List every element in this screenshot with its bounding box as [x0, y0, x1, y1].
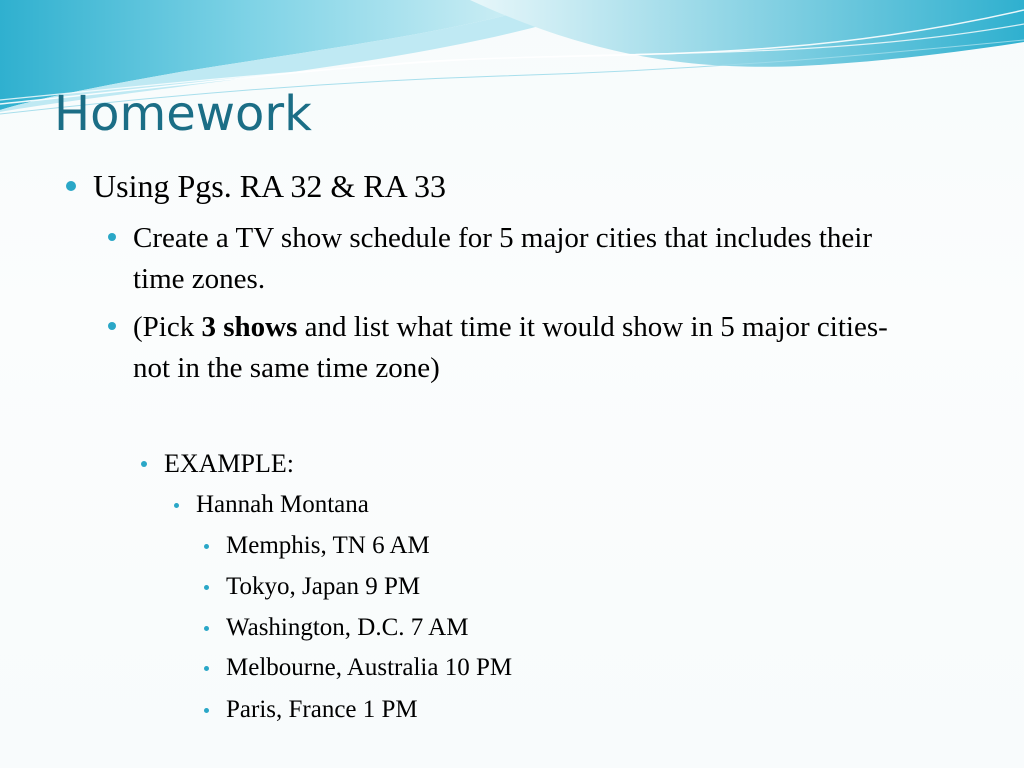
pick-text-after: and list what time it would show in 5 major cities-not in the same time zone) [133, 311, 888, 384]
city-time-item: Melbourne, Australia 10 PM [226, 654, 513, 681]
bullet-icon [66, 181, 76, 191]
bullet-level4-show-name: Hannah Montana [196, 491, 369, 518]
bullet-icon [204, 544, 209, 549]
bullet-icon [108, 233, 116, 241]
bullet-icon [204, 626, 209, 631]
bullet-icon [108, 322, 116, 330]
bullet-icon [204, 708, 209, 713]
bullet-level1: Using Pgs. RA 32 & RA 33 [93, 168, 446, 204]
city-time-item: Paris, France 1 PM [226, 696, 418, 723]
bullet-level2-instruction: Create a TV show schedule for 5 major cities that includes their time zones. [133, 222, 873, 295]
bullet-level3-example: EXAMPLE: [164, 449, 294, 478]
bullet-icon [141, 461, 147, 467]
pick-text-before: (Pick [133, 311, 202, 343]
bullet-icon [174, 503, 179, 508]
slide-title: Homework [54, 86, 312, 142]
city-time-item: Washington, D.C. 7 AM [226, 614, 469, 641]
bullet-icon [204, 585, 209, 590]
bullet-icon [204, 666, 209, 671]
bullet-level2-pick-shows [133, 307, 913, 389]
pick-text-bold: 3 shows [201, 311, 298, 343]
city-time-item: Memphis, TN 6 AM [226, 532, 430, 559]
city-time-item: Tokyo, Japan 9 PM [226, 573, 421, 600]
